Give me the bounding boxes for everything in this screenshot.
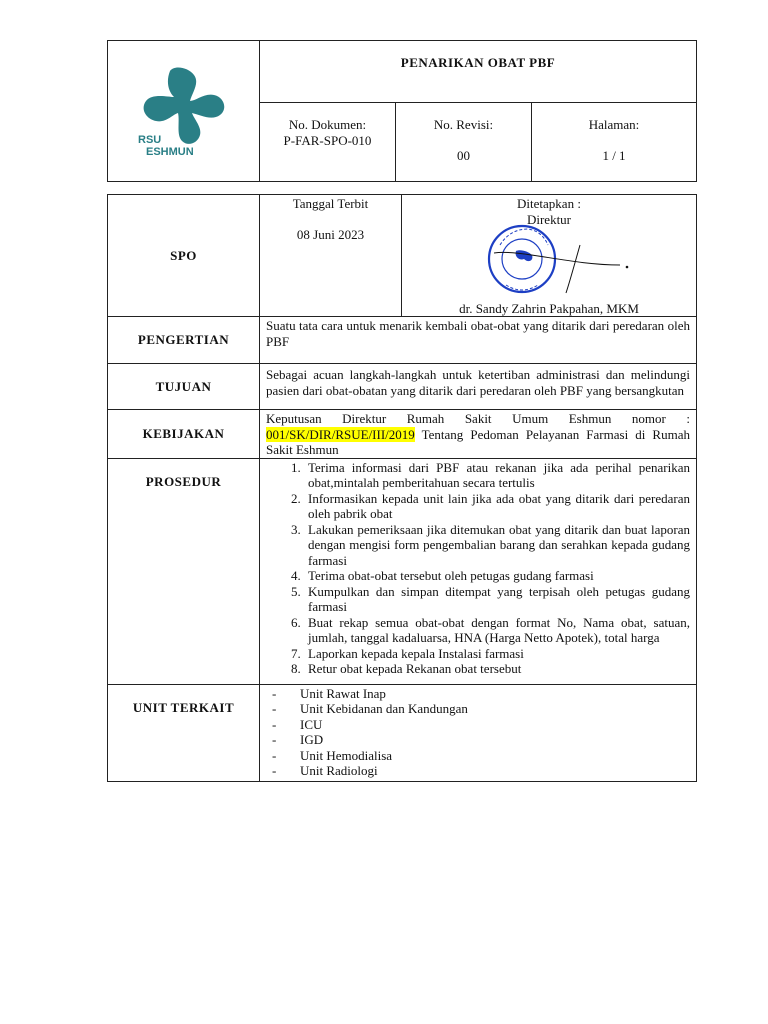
approval-cell xyxy=(402,195,697,317)
prosedur-row xyxy=(108,458,697,684)
document-title: PENARIKAN OBAT PBF xyxy=(260,41,697,103)
list-item: 7. Laporkan kepada kepala Instalasi farmasi xyxy=(304,646,690,662)
list-item: 1. Terima informasi dari PBF atau rekanan jika ada perihal penarikan obat,mintalah pemberitahuan secara tertulis xyxy=(304,460,690,491)
logo-cell xyxy=(108,41,260,182)
pengertian-label: PENGERTIAN xyxy=(108,317,260,364)
list-item: - Unit Hemodialisa xyxy=(270,748,690,764)
prosedur-label: PROSEDUR xyxy=(108,458,260,684)
doc-number-cell xyxy=(260,103,396,181)
signer-name: dr. Sandy Zahrin Pakpahan, MKM xyxy=(459,301,639,316)
page-cell xyxy=(532,103,697,181)
kebijakan-text-after: Tentang Pedoman Pelayanan Farmasi di Rumah Sakit Eshmun xyxy=(266,426,690,457)
kebijakan-row xyxy=(108,410,697,459)
revision-cell xyxy=(396,103,532,181)
issue-date-label: Tanggal Terbit xyxy=(292,196,369,211)
tujuan-row xyxy=(108,364,697,410)
list-item: - Unit Radiologi xyxy=(270,763,690,779)
approval-label: Ditetapkan : xyxy=(517,196,581,211)
spo-body-table xyxy=(107,194,697,782)
doc-number-label: No. Dokumen: xyxy=(288,117,367,133)
doc-number-value: P-FAR-SPO-010 xyxy=(283,132,372,148)
list-item: - IGD xyxy=(270,732,690,748)
kebijakan-text xyxy=(260,410,697,459)
list-item: 5. Kumpulkan dan simpan ditempat yang terpisah oleh petugas gudang farmasi xyxy=(304,584,690,615)
issue-date-cell xyxy=(260,195,402,317)
spo-row xyxy=(108,195,697,317)
spo-label: SPO xyxy=(108,195,260,317)
unit-terkait-list xyxy=(260,685,696,779)
kebijakan-label: KEBIJAKAN xyxy=(108,410,260,459)
list-item: 3. Lakukan pemeriksaan jika ditemukan obat yang ditarik dan buat laporan dengan mengisi form pengembalian barang dan serahkan kepada gudang farmasi xyxy=(304,522,690,569)
list-item: 6. Buat rekap semua obat-obat dengan format No, Nama obat, satuan, jumlah, tanggal kadaluarsa, HNA (Harga Netto Apotek), total harga xyxy=(304,615,690,646)
page-label: Halaman: xyxy=(588,117,640,133)
prosedur-steps-cell xyxy=(260,458,697,684)
approval-role: Direktur xyxy=(526,212,572,227)
logo-text-rsu: RSU xyxy=(138,134,162,146)
list-item: 4. Terima obat-obat tersebut oleh petugas gudang farmasi xyxy=(304,568,690,584)
unit-terkait-row xyxy=(108,684,697,781)
prosedur-steps-list xyxy=(260,460,696,677)
pengertian-row xyxy=(108,317,697,364)
list-item: 8. Retur obat kepada Rekanan obat tersebut xyxy=(304,661,690,677)
list-item: - ICU xyxy=(270,717,690,733)
unit-terkait-label: UNIT TERKAIT xyxy=(108,684,260,781)
kebijakan-text-before: Keputusan Direktur Rumah Sakit Umum Eshmun nomor : xyxy=(266,411,690,426)
tujuan-text: Sebagai acuan langkah-langkah untuk ketertiban administrasi dan melindungi pasien dari obat-obatan yang ditarik dari peredaran oleh PBF yang bersangkutan xyxy=(260,364,697,410)
tujuan-label: TUJUAN xyxy=(108,364,260,410)
list-item: 2. Informasikan kepada unit lain jika ada obat yang ditarik dari peredaran oleh pabrik obat xyxy=(304,491,690,522)
document-header-table xyxy=(107,40,697,182)
list-item: - Unit Kebidanan dan Kandungan xyxy=(270,701,690,717)
decree-number-highlight: 001/SK/DIR/RSUE/III/2019 xyxy=(266,426,415,442)
page-value: 1 / 1 xyxy=(602,147,626,163)
logo-text-eshmun: ESHMUN xyxy=(146,146,194,158)
revision-label: No. Revisi: xyxy=(433,117,494,133)
list-item: - Unit Rawat Inap xyxy=(270,686,690,702)
issue-date-value: 08 Juni 2023 xyxy=(296,226,365,242)
official-stamp-signature xyxy=(480,215,660,295)
pengertian-text: Suatu tata cara untuk menarik kembali obat-obat yang ditarik dari peredaran oleh PBF xyxy=(260,317,697,364)
revision-value: 00 xyxy=(457,147,470,163)
unit-terkait-cell xyxy=(260,684,697,781)
rsu-eshmun-logo xyxy=(108,41,259,177)
